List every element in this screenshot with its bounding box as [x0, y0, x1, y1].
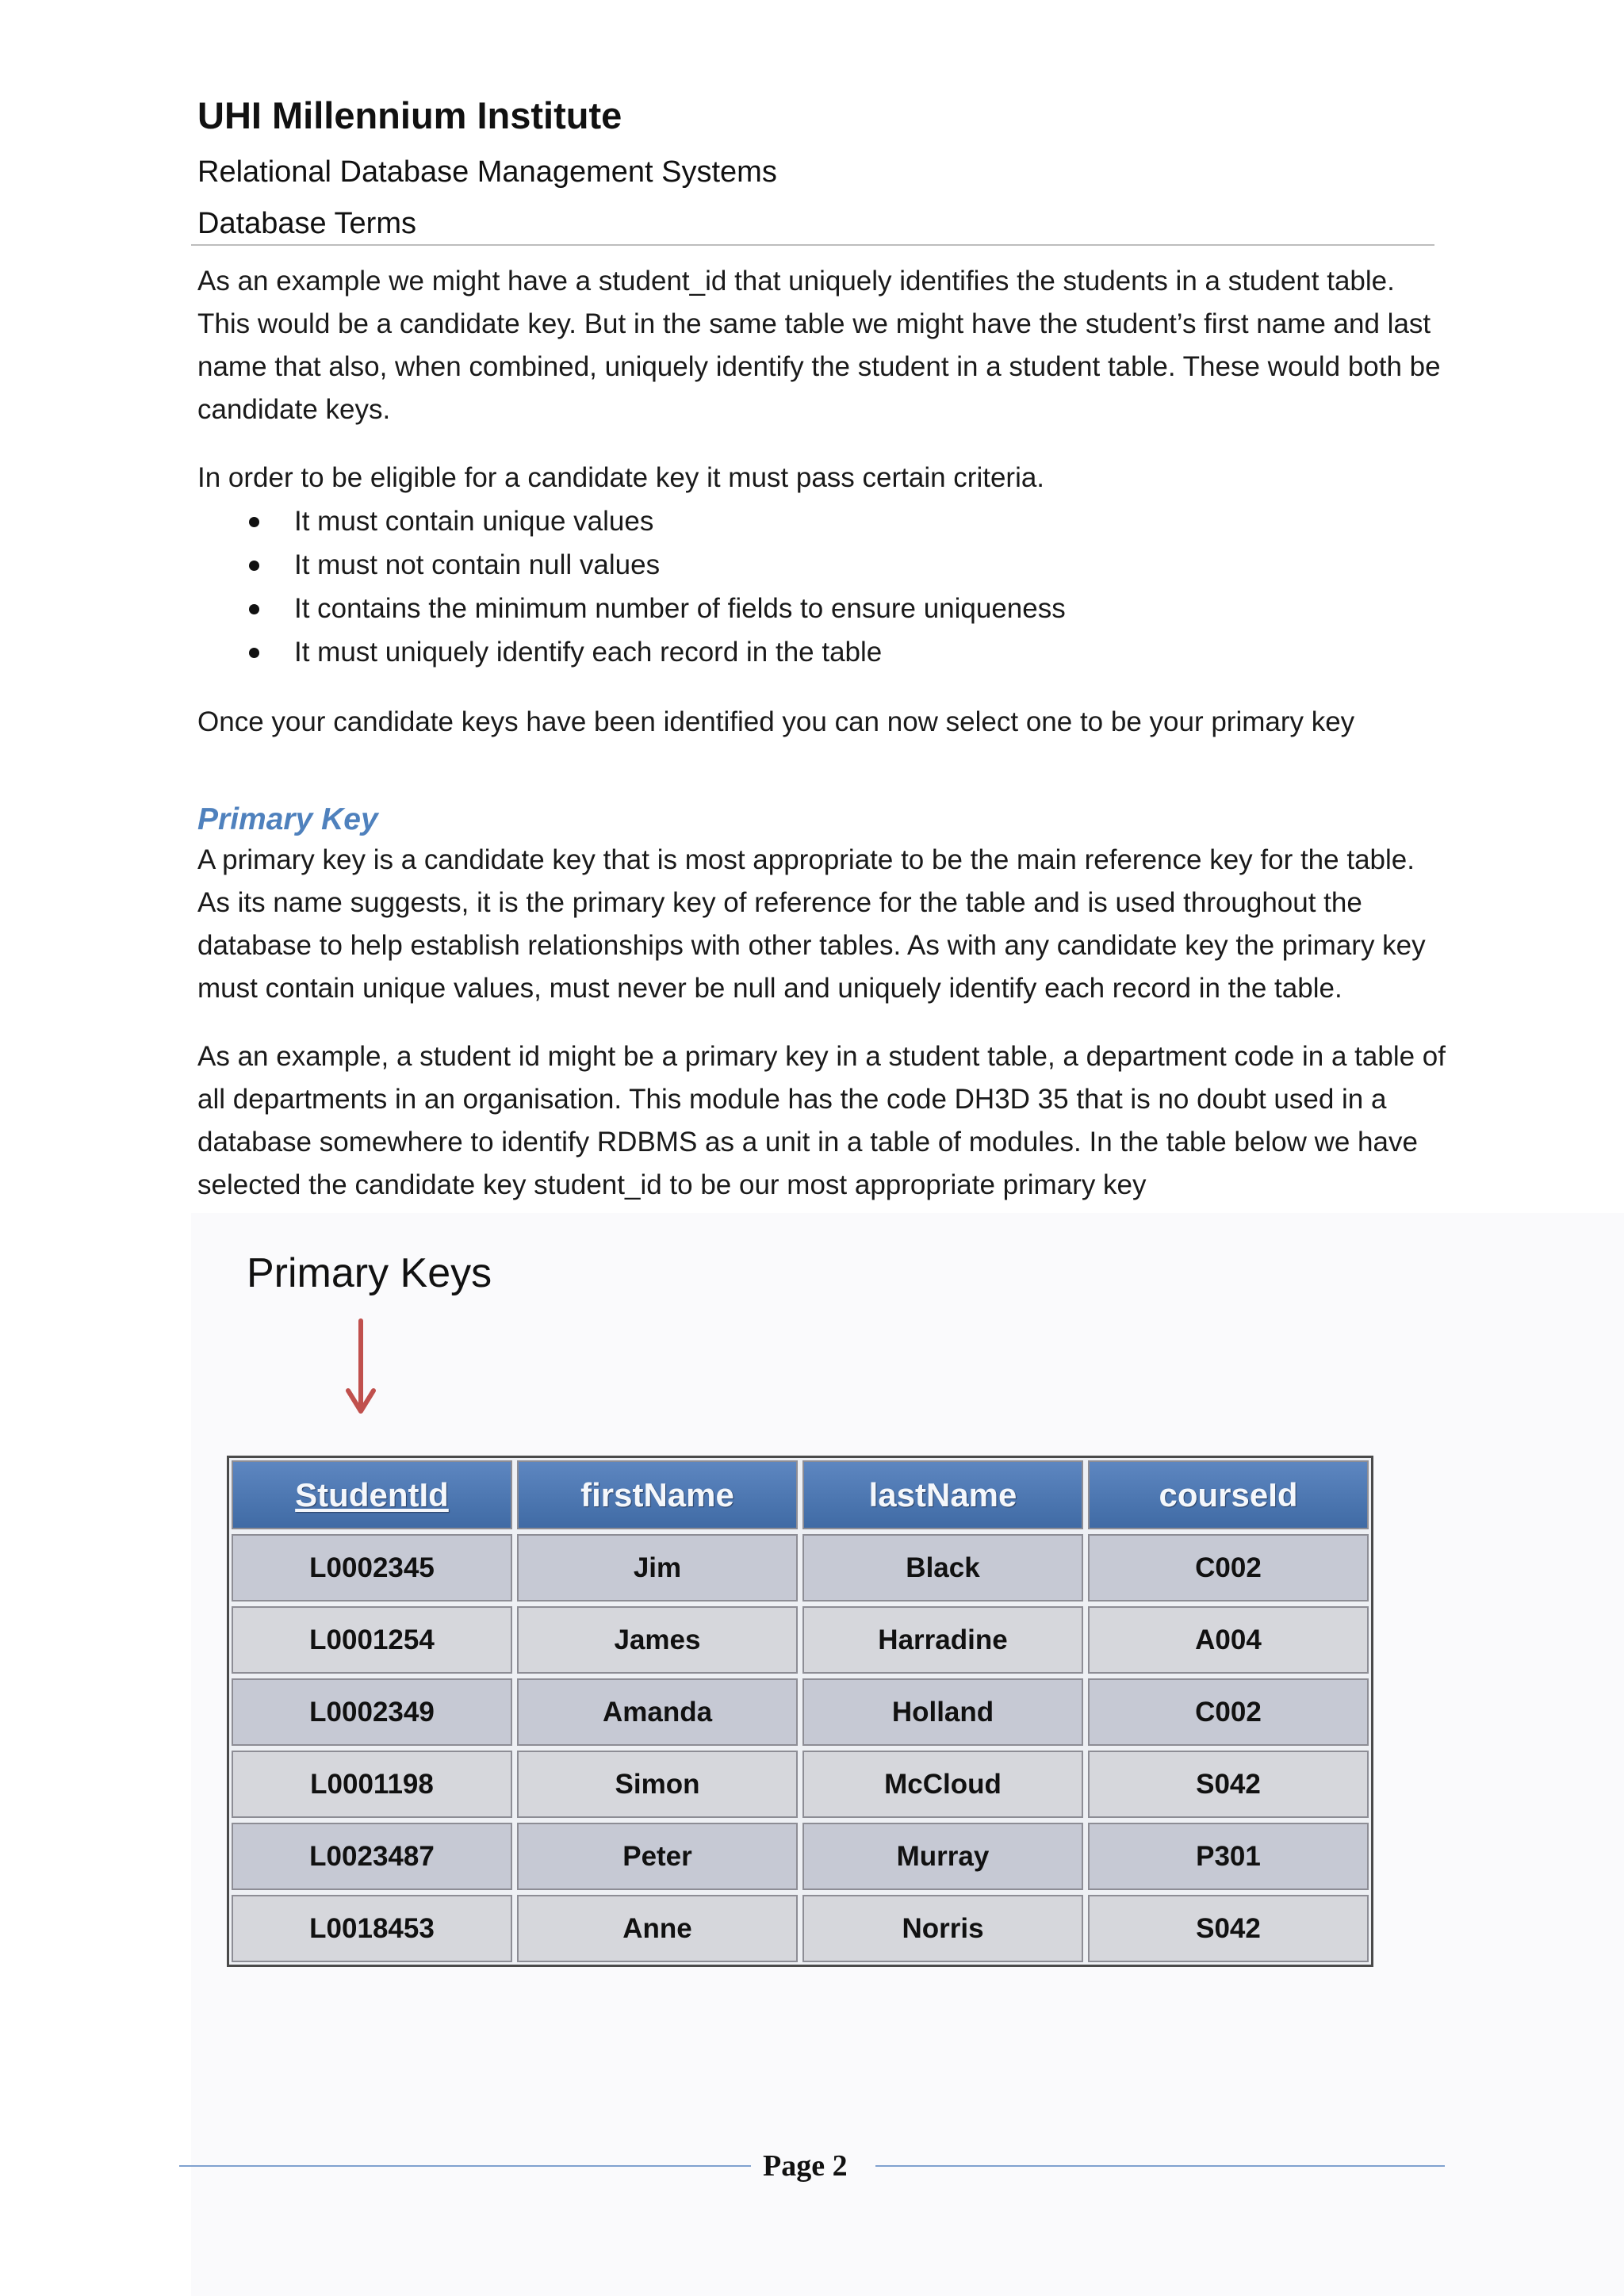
figure-title: Primary Keys	[247, 1250, 492, 1296]
table-cell: L0018453	[229, 1892, 515, 1965]
table-row	[229, 1532, 1371, 1604]
table-row	[229, 1604, 1371, 1676]
footer-divider-right	[875, 2165, 1445, 2167]
table-row	[229, 1892, 1371, 1965]
table-row	[229, 1748, 1371, 1820]
table-row	[229, 1820, 1371, 1892]
table-header-row	[229, 1458, 1371, 1532]
list-item: It contains the minimum number of fields to ensure uniqueness	[197, 587, 1066, 630]
table-cell: Murray	[800, 1820, 1086, 1892]
table-cell: James	[515, 1604, 800, 1676]
table-cell: Norris	[800, 1892, 1086, 1965]
bullet-icon	[249, 604, 259, 614]
table-cell: L0002349	[229, 1676, 515, 1748]
table-cell: Jim	[515, 1532, 800, 1604]
primary-keys-table	[227, 1456, 1373, 1967]
paragraph-primary-key-definition: A primary key is a candidate key that is most appropriate to be the main reference key for the table. As its name suggests, it is the primary key of reference for the table and is used throughout the database to help establish relationships with other tables. As with any candidate key the primary key must contain unique values, must never be null and uniquely identify each record in the table.	[197, 844, 1426, 1004]
table-cell: Black	[800, 1532, 1086, 1604]
table-cell: Harradine	[800, 1604, 1086, 1676]
table-cell: S042	[1086, 1892, 1371, 1965]
table-cell: C002	[1086, 1532, 1371, 1604]
column-header-courseid: courseId	[1086, 1458, 1371, 1532]
down-arrow-icon	[341, 1316, 381, 1419]
table-cell: L0001254	[229, 1604, 515, 1676]
paragraph-candidate-example: As an example we might have a student_id that uniquely identifies the students in a student table. This would be a candidate key. But in the same table we might have the student’s first name and last name that also, when combined, uniquely identify the student in a student table. These would both be candidate keys.	[197, 266, 1441, 425]
table-cell: L0001198	[229, 1748, 515, 1820]
bullet-icon	[249, 517, 259, 527]
list-item: It must not contain null values	[197, 543, 1066, 587]
table-cell: L0002345	[229, 1532, 515, 1604]
table-cell: Peter	[515, 1820, 800, 1892]
table-row	[229, 1676, 1371, 1748]
course-title: Relational Database Management Systems	[197, 155, 777, 189]
table-cell: L0023487	[229, 1820, 515, 1892]
table-cell: Anne	[515, 1892, 800, 1965]
column-header-firstname: firstName	[515, 1458, 800, 1532]
header-divider	[191, 244, 1434, 246]
column-header-lastname: lastName	[800, 1458, 1086, 1532]
list-item: It must contain unique values	[197, 499, 1066, 543]
footer-divider-left	[179, 2165, 751, 2167]
paragraph-criteria-intro: In order to be eligible for a candidate key it must pass certain criteria.	[197, 462, 1045, 493]
table-cell: A004	[1086, 1604, 1371, 1676]
table-cell: Simon	[515, 1748, 800, 1820]
institute-title: UHI Millennium Institute	[197, 94, 622, 136]
table-cell: Holland	[800, 1676, 1086, 1748]
table-cell: McCloud	[800, 1748, 1086, 1820]
paragraph-select-primary: Once your candidate keys have been identified you can now select one to be your primary key	[197, 706, 1355, 737]
table-cell: C002	[1086, 1676, 1371, 1748]
topic-title: Database Terms	[197, 207, 416, 240]
paragraph-primary-key-example: As an example, a student id might be a primary key in a student table, a department code in a table of all departments in an organisation. This module has the code DH3D 35 that is no doubt used in a database somewhere to identify RDBMS as a unit in a table of modules. In the table below we have selected the candidate key student_id to be our most appropriate primary key	[197, 1041, 1446, 1200]
section-heading-primary-key: Primary Key	[197, 802, 378, 836]
column-header-studentid: StudentId	[229, 1458, 515, 1532]
table-cell: S042	[1086, 1748, 1371, 1820]
page-number: Page 2	[763, 2149, 848, 2183]
list-item: It must uniquely identify each record in the table	[197, 630, 1066, 674]
table-cell: Amanda	[515, 1676, 800, 1748]
table-cell: P301	[1086, 1820, 1371, 1892]
bullet-icon	[249, 561, 259, 571]
criteria-list	[197, 499, 1066, 674]
bullet-icon	[249, 648, 259, 658]
